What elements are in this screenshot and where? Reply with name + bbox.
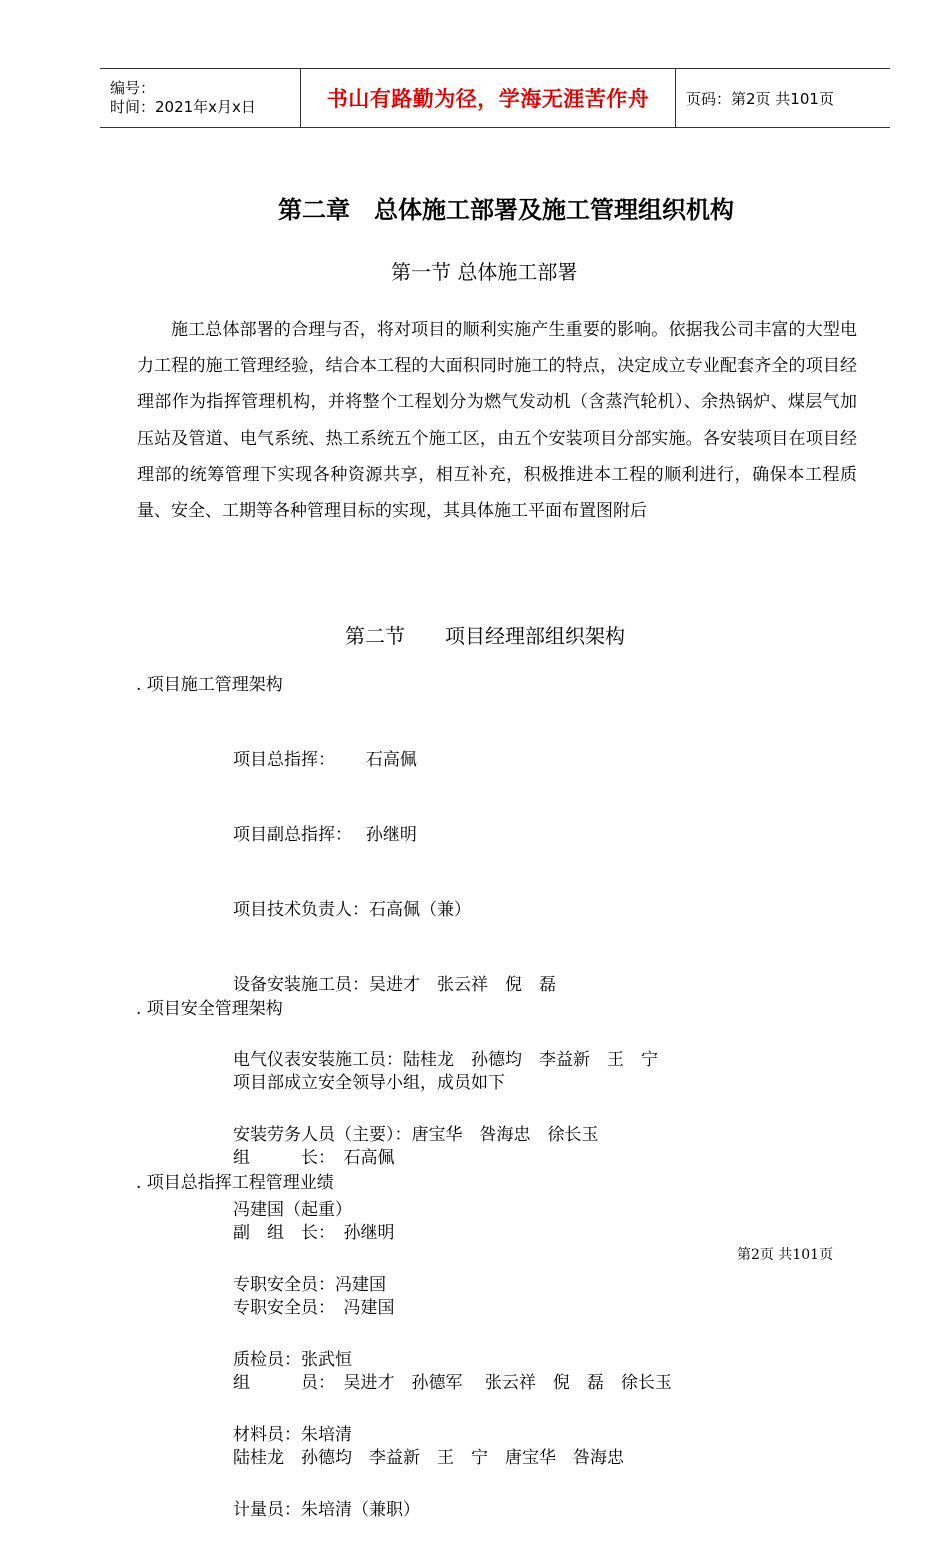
page-footer: 第2页 共101页 (737, 1247, 834, 1263)
list-item: 项目副总指挥： 孙继明 (233, 825, 417, 845)
page-info-text: 页码：第2页 共101页 (686, 89, 834, 108)
chapter-title: 第二章 总体施工部署及施工管理组织机构 (278, 196, 734, 224)
section1-paragraph: 施工总体部署的合理与否，将对项目的顺利实施产生重要的影响。依据我公司丰富的大型电力工程的施工管理经验，结合本工程的大面积同时施工的特点，决定成立专业配套齐全的项目经理部作为指挥管理机构，并将整个工程划分为燃气发动机（含蒸汽轮机）、余热锅炉、煤层气加压站及管道、电气系统、热工系统五个施工区，由五个安装项目分部实施。各安装项目在项目经理部的统筹管理下实现各种资源共享，相互补充，积极推进本工程的顺利进行，确保本工程质量、安全、工期等各种管理目标的实现，其具体施工平面布置图附后 (137, 320, 857, 522)
list-item: 专职安全员：冯建国 (233, 1275, 386, 1295)
list-item: 组 员： 吴进才 孙德军 张云祥 倪 磊 徐长玉 (233, 1373, 672, 1393)
list-item: 材料员：朱培清 (233, 1425, 352, 1445)
list-item: 安装劳务人员（主要）：唐宝华 咎海忠 徐长玉 (233, 1125, 599, 1145)
section1-title: 第一节 总体施工部署 (391, 260, 578, 284)
construction-mgmt-title: . 项目施工管理架构 (136, 675, 283, 695)
safety-mgmt-title: . 项目安全管理架构 (136, 999, 283, 1019)
section1-body (137, 312, 857, 529)
list-item: 副 组 长： 孙继明 (233, 1223, 395, 1243)
document-date: 时间：2021年x月x日 (110, 98, 256, 116)
list-item: 项目技术负责人：石高佩（兼） (233, 900, 471, 920)
performance-title: . 项目总指挥工程管理业绩 (136, 1173, 334, 1193)
section2-title: 第二节 项目经理部组织架构 (345, 624, 625, 648)
header-motto (301, 69, 676, 127)
list-item: 陆桂龙 孙德均 李益新 王 宁 唐宝华 咎海忠 (233, 1448, 624, 1468)
page-header (100, 68, 890, 128)
safety-mgmt-list (233, 1021, 672, 1496)
list-item: 专职安全员： 冯建国 (233, 1298, 395, 1318)
list-item: 项目总指挥： 石高佩 (233, 750, 417, 770)
list-item: 质检员：张武恒 (233, 1350, 352, 1370)
document-number-label: 编号： (110, 79, 156, 97)
list-item: 计量员：朱培清（兼职） (233, 1500, 420, 1520)
motto-text: 书山有路勤为径，学海无涯苦作舟 (326, 87, 650, 111)
header-page-info (676, 69, 890, 127)
list-item: 项目部成立安全领导小组，成员如下 (233, 1073, 505, 1093)
list-item: 电气仪表安装施工员：陆桂龙 孙德均 李益新 王 宁 (233, 1050, 658, 1070)
list-item: 设备安装施工员：吴进才 张云祥 倪 磊 (233, 975, 556, 995)
list-item: 组 长： 石高佩 (233, 1148, 395, 1168)
list-item: 冯建国（起重） (233, 1200, 352, 1220)
header-meta (100, 69, 301, 127)
